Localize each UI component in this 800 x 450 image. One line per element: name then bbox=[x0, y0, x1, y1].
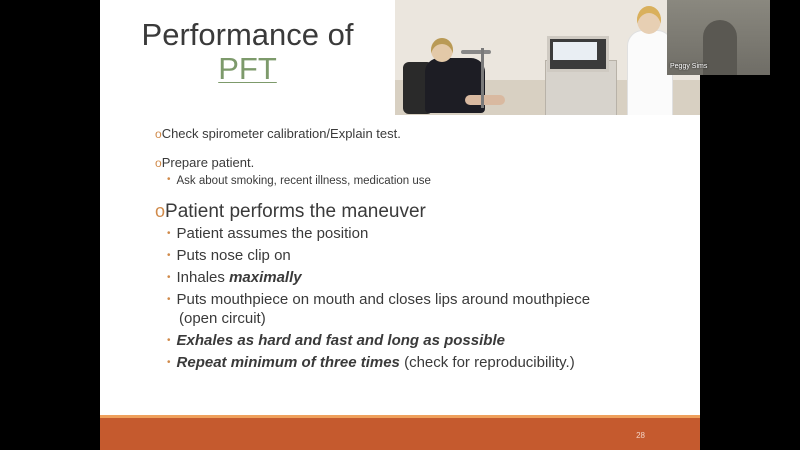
bullet-marker: • bbox=[167, 357, 171, 368]
video-participant bbox=[703, 20, 737, 75]
bullet-text: Check spirometer calibration/Explain test. bbox=[161, 126, 401, 141]
bullet-marker: • bbox=[167, 272, 171, 283]
list-item bbox=[155, 126, 401, 141]
footer-band bbox=[100, 418, 700, 450]
bullet-list bbox=[100, 0, 700, 400]
presentation-slide bbox=[100, 0, 700, 450]
bullet-text: Prepare patient. bbox=[161, 155, 255, 170]
bullet-emphasis: Repeat minimum of three times bbox=[176, 354, 400, 371]
list-item bbox=[167, 291, 590, 308]
pft-link[interactable]: PFT bbox=[218, 51, 277, 86]
slide-number: 28 bbox=[636, 431, 645, 440]
list-item bbox=[167, 332, 505, 349]
bullet-text: Ask about smoking, recent illness, medication use bbox=[176, 175, 431, 187]
bullet-marker: • bbox=[167, 294, 171, 305]
list-item bbox=[167, 354, 575, 371]
list-item-continuation bbox=[179, 310, 266, 327]
bullet-marker: o bbox=[155, 127, 162, 141]
bullet-marker: • bbox=[167, 250, 171, 261]
slide-title-text: Performance of bbox=[141, 17, 354, 52]
bullet-marker: o bbox=[155, 201, 166, 221]
bullet-marker: • bbox=[167, 335, 171, 346]
bullet-text: Puts mouthpiece on mouth and closes lips around mouthpiece bbox=[176, 291, 591, 308]
bullet-text: Puts nose clip on bbox=[176, 247, 291, 264]
participant-video-tile[interactable] bbox=[667, 0, 770, 75]
bullet-text: Patient performs the maneuver bbox=[165, 201, 426, 222]
bullet-emphasis: Exhales as hard and fast and long as possible bbox=[176, 332, 505, 349]
bullet-text: Patient assumes the position bbox=[176, 225, 369, 242]
list-item bbox=[167, 269, 302, 286]
bullet-marker: o bbox=[155, 156, 162, 170]
bullet-emphasis: maximally bbox=[229, 269, 302, 286]
bullet-marker: • bbox=[167, 228, 171, 239]
bullet-text: Inhales bbox=[176, 269, 230, 286]
participant-name-label: Peggy Sims bbox=[670, 63, 708, 70]
list-item bbox=[155, 201, 426, 223]
list-item bbox=[167, 225, 368, 242]
bullet-marker: • bbox=[167, 174, 171, 185]
bullet-text: (open circuit) bbox=[179, 310, 266, 327]
list-item bbox=[167, 247, 291, 264]
list-item bbox=[167, 174, 431, 187]
list-item bbox=[155, 155, 254, 170]
bullet-text: (check for reproducibility.) bbox=[399, 354, 575, 371]
